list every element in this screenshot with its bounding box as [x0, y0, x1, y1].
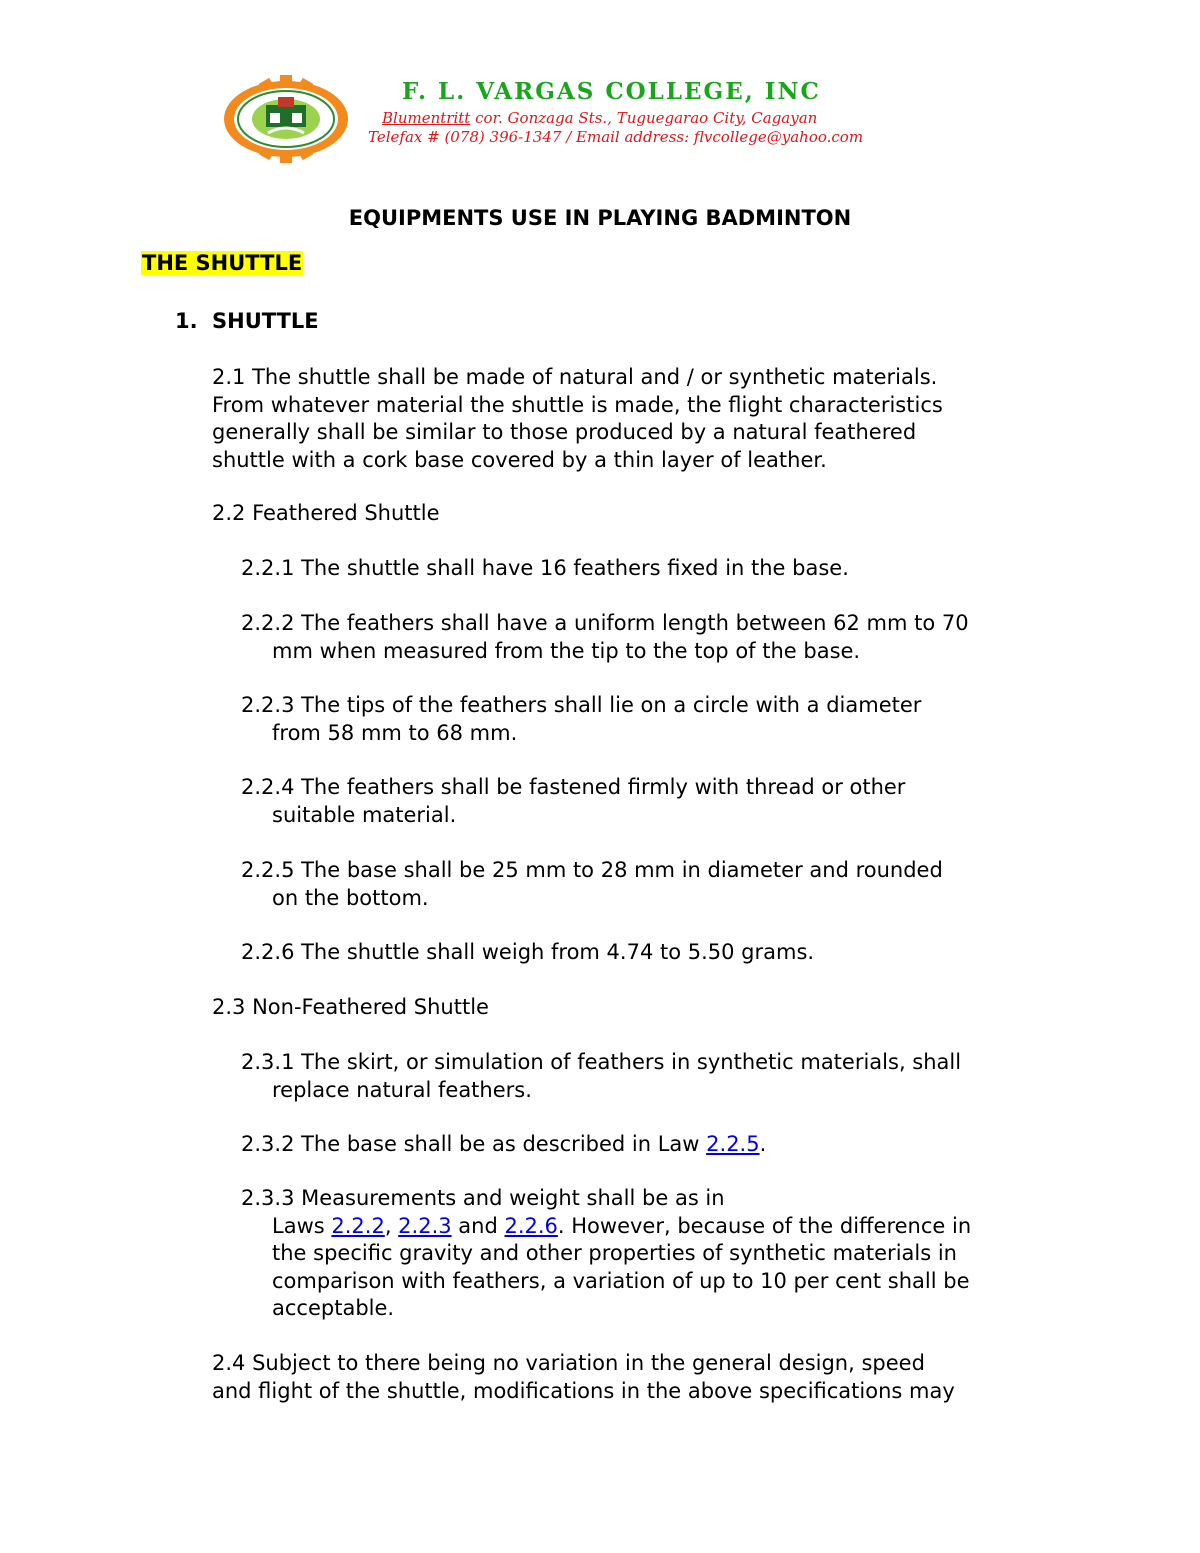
text-line: and flight of the shuttle, modifications in the above specifications may: [212, 1378, 955, 1403]
paragraph-2-2-6: 2.2.6 The shuttle shall weigh from 4.74 to 5.50 grams.: [241, 940, 815, 964]
text-line: acceptable.: [272, 1296, 395, 1320]
section-heading-highlighted: THE SHUTTLE: [142, 251, 303, 275]
law-link-2-2-6[interactable]: 2.2.6: [504, 1213, 558, 1238]
text-line: mm when measured from the tip to the top of the base.: [272, 638, 861, 663]
address-street: Blumentritt: [382, 109, 471, 127]
text-line: 2.1 The shuttle shall be made of natural and / or synthetic materials.: [212, 365, 938, 389]
paragraph-2-1: [212, 364, 943, 474]
text-line: 2.2.4 The feathers shall be fastened firmly with thread or other: [241, 775, 906, 799]
text-line: 2.3.3 Measurements and weight shall be as in: [241, 1186, 725, 1210]
paragraph-2-4: [212, 1350, 955, 1405]
text-line: 2.2.2 The feathers shall have a uniform length between 62 mm to 70: [241, 611, 969, 635]
text-line: from 58 mm to 68 mm.: [272, 720, 518, 745]
paragraph-2-2-2: [241, 610, 969, 665]
list-number: 1.: [175, 309, 198, 333]
text-line: 2.2.5 The base shall be 25 mm to 28 mm in diameter and rounded: [241, 858, 943, 882]
subheading-2-2: 2.2 Feathered Shuttle: [212, 501, 440, 525]
address-rest: cor. Gonzaga Sts., Tuguegarao City, Cagayan: [470, 109, 818, 127]
text-line: 2.2.3 The tips of the feathers shall lie on a circle with a diameter: [241, 693, 922, 717]
text-line: From whatever material the shuttle is made, the flight characteristics: [212, 392, 943, 417]
text-run: . However, because of the difference in: [557, 1213, 972, 1238]
paragraph-2-2-5: [241, 857, 943, 912]
text-line: the specific gravity and other properties of synthetic materials in: [272, 1241, 957, 1265]
text-line: comparison with feathers, a variation of up to 10 per cent shall be: [272, 1268, 970, 1293]
paragraph-2-3-3: [241, 1185, 971, 1323]
college-address: [382, 109, 817, 127]
text-line: replace natural feathers.: [272, 1077, 532, 1102]
college-name: F. L. VARGAS COLLEGE, INC: [402, 78, 821, 105]
paragraph-2-2-3: [241, 692, 921, 747]
paragraph-2-2-4: [241, 774, 905, 829]
text-line: suitable material.: [272, 802, 457, 827]
text-run: and: [451, 1213, 505, 1238]
law-link-2-2-2[interactable]: 2.2.2: [331, 1213, 385, 1238]
document-title: EQUIPMENTS USE IN PLAYING BADMINTON: [348, 206, 852, 230]
paragraph-2-2-1: 2.2.1 The shuttle shall have 16 feathers fixed in the base.: [241, 556, 849, 580]
text-line: [241, 1213, 971, 1241]
text-line: 2.4 Subject to there being no variation in the general design, speed: [212, 1351, 925, 1375]
college-contact: Telefax # (078) 396-1347 / Email address: flvcollege@yahoo.com: [368, 128, 864, 146]
law-link-2-2-5[interactable]: 2.2.5: [706, 1132, 760, 1156]
paragraph-2-3-2: [241, 1131, 766, 1159]
text-line: shuttle with a cork base covered by a thin layer of leather.: [212, 447, 827, 472]
text-line: generally shall be similar to those produced by a natural feathered: [212, 420, 917, 444]
text-run: 2.3.2 The base shall be as described in Law: [241, 1132, 707, 1156]
list-item-label: SHUTTLE: [212, 309, 319, 333]
text-line: on the bottom.: [272, 885, 429, 910]
subheading-2-3: 2.3 Non-Feathered Shuttle: [212, 995, 489, 1019]
college-seal-logo: [214, 74, 358, 164]
law-link-2-2-3[interactable]: 2.2.3: [398, 1213, 452, 1238]
text-run: ,: [384, 1213, 399, 1238]
text-run: .: [759, 1132, 767, 1156]
paragraph-2-3-1: [241, 1049, 961, 1104]
text-line: 2.3.1 The skirt, or simulation of feathers in synthetic materials, shall: [241, 1050, 962, 1074]
text-run: Laws: [272, 1213, 332, 1238]
